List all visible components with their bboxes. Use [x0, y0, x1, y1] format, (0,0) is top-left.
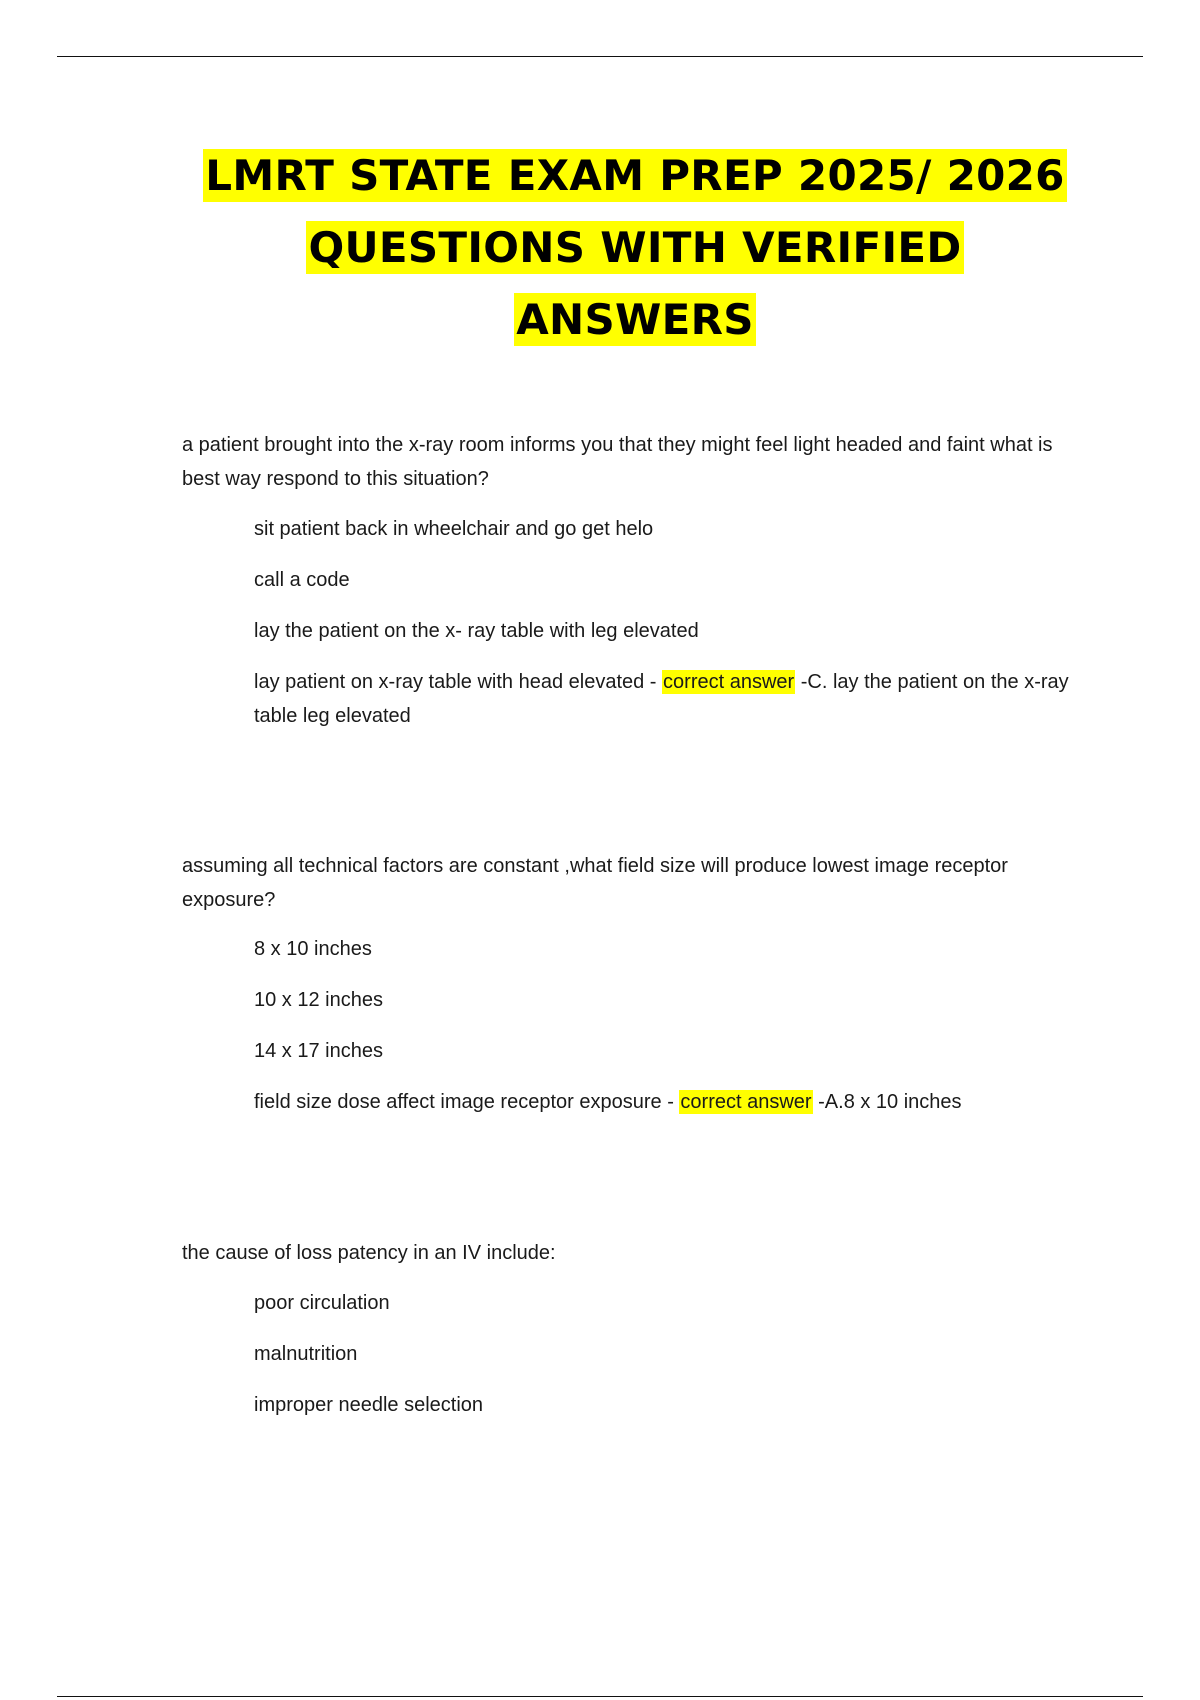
title-line-3: ANSWERS: [516, 295, 754, 344]
question-3: the cause of loss patency in an IV include:: [182, 1242, 556, 1264]
option-1c: lay the patient on the x- ray table with leg elevated: [254, 620, 699, 642]
title-line-1: LMRT STATE EXAM PREP 2025/ 2026: [205, 151, 1065, 200]
option-2a: 8 x 10 inches: [254, 938, 372, 960]
option-2d: [254, 1085, 1094, 1119]
question-1-options: [254, 512, 1094, 750]
option-2b: 10 x 12 inches: [254, 989, 383, 1011]
title-line-2: QUESTIONS WITH VERIFIED: [308, 223, 962, 272]
option-1d-text: lay patient on x-ray table with head elevated -: [254, 671, 663, 693]
correct-answer-tag: correct answer: [680, 1091, 812, 1113]
option-1b: call a code: [254, 569, 350, 591]
document-title: [100, 140, 1170, 356]
question-1: a patient brought into the x-ray room informs you that they might feel light headed and faint what is best way respond to this situation?: [182, 434, 1053, 490]
option-1d: [254, 665, 1094, 733]
option-1a: sit patient back in wheelchair and go get helo: [254, 518, 654, 540]
correct-answer-tag: correct answer: [663, 671, 795, 693]
question-2-options: [254, 932, 1094, 1136]
option-3a: poor circulation: [254, 1292, 390, 1314]
top-rule: [57, 56, 1143, 57]
question-2: assuming all technical factors are constant ,what field size will produce lowest image receptor exposure?: [182, 855, 1008, 911]
answer-2-text: -A.8 x 10 inches: [812, 1091, 962, 1113]
option-2d-text: field size dose affect image receptor exposure -: [254, 1091, 680, 1113]
option-3b: malnutrition: [254, 1343, 358, 1365]
option-3c: improper needle selection: [254, 1394, 484, 1416]
bottom-rule: [57, 1696, 1143, 1697]
question-3-options: [254, 1286, 1094, 1439]
option-2c: 14 x 17 inches: [254, 1040, 383, 1062]
answer-1-text: -C. lay the patient on the x-ray table leg elevated: [254, 671, 1069, 727]
